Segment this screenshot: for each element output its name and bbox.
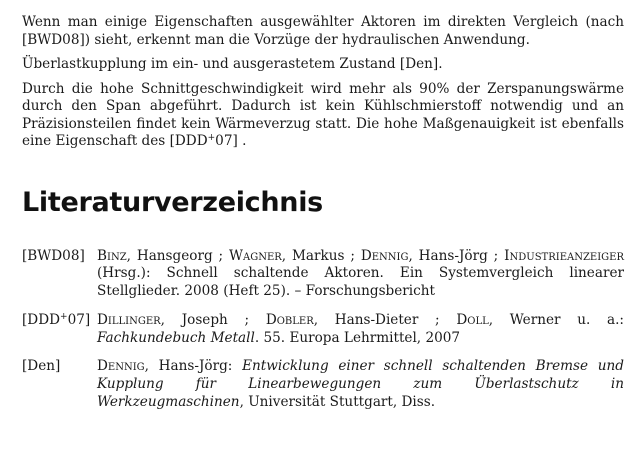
bibliography-text	[97, 312, 624, 348]
citation-ddd07: [DDD+07] .	[169, 133, 247, 149]
bibliography-fragment: . 55. Europa Lehrmittel, 2007	[254, 329, 461, 346]
bibliography-key: [BWD08]	[22, 247, 85, 264]
paragraph-cutting-speed	[22, 81, 624, 151]
bibliography-fragment: , Hans-Jörg ;	[408, 247, 505, 264]
work-title: Fachkundebuch Metall	[97, 329, 255, 346]
bibliography-entry	[22, 312, 624, 348]
bibliography-fragment: , Hans-Jörg:	[144, 358, 243, 375]
bibliography-fragment: , Universität Stuttgart, Diss.	[239, 394, 436, 411]
bibliography-fragment: , Hansgeorg ;	[126, 247, 230, 264]
bibliography-list	[22, 248, 624, 412]
author-name: Dobler	[265, 311, 314, 328]
bibliography-text	[97, 248, 624, 301]
author-name: Dennig	[360, 247, 409, 264]
bibliography-entry	[22, 358, 624, 411]
bibliography-fragment: , Werner u. a.:	[488, 311, 624, 328]
bibliography-key: [DDD+07]	[22, 311, 91, 328]
author-name: Wagner	[229, 247, 282, 264]
bibliography-text	[97, 358, 624, 411]
author-name: Binz	[97, 247, 127, 264]
bibliography-fragment: , Joseph ;	[160, 311, 266, 328]
bibliography-fragment: , Markus ;	[281, 247, 361, 264]
section-title: Literaturverzeichnis	[22, 186, 323, 218]
paragraph-overload-clutch: Überlastkupplung im ein- und ausgerastetem Zustand [Den].	[22, 56, 443, 72]
author-name: Industrieanzeiger	[504, 247, 624, 264]
bibliography-fragment: , Hans-Dieter ;	[313, 311, 457, 328]
author-name: Dillinger	[97, 311, 161, 328]
author-name: Doll	[456, 311, 489, 328]
paragraph-actuator-comparison: Wenn man einige Eigenschaften ausgewählter Aktoren im direkten Vergleich (nach [BWD08]) sieht, erkennt man die Vorzüge der hydraulischen Anwendung.	[22, 14, 624, 48]
work-title: Entwicklung einer schnell schaltenden Bremse und Kupplung für Linearbewegungen zum Überlastschutz in Werkzeugmaschinen	[97, 358, 624, 411]
paragraph-cutting-speed-text: Durch die hohe Schnittgeschwindigkeit wird mehr als 90% der Zerspanungswärme durch den Span abgeführt. Dadurch ist kein Kühlschmierstoff notwendig und an Präzisionsteilen findet kein Wärmeverzug statt. Die hohe Maßgenauigkeit ist ebenfalls eine Eigenschaft des	[22, 80, 624, 149]
bibliography-entry	[22, 248, 624, 301]
document-page	[22, 14, 624, 423]
author-name: Dennig	[97, 358, 145, 375]
bibliography-fragment: (Hrsg.): Schnell schaltende Aktoren. Ein Systemvergleich linearer Stellglieder. 2008 (Heft 25). – Forschungsbericht	[97, 265, 624, 300]
bibliography-key: [Den]	[22, 358, 61, 375]
